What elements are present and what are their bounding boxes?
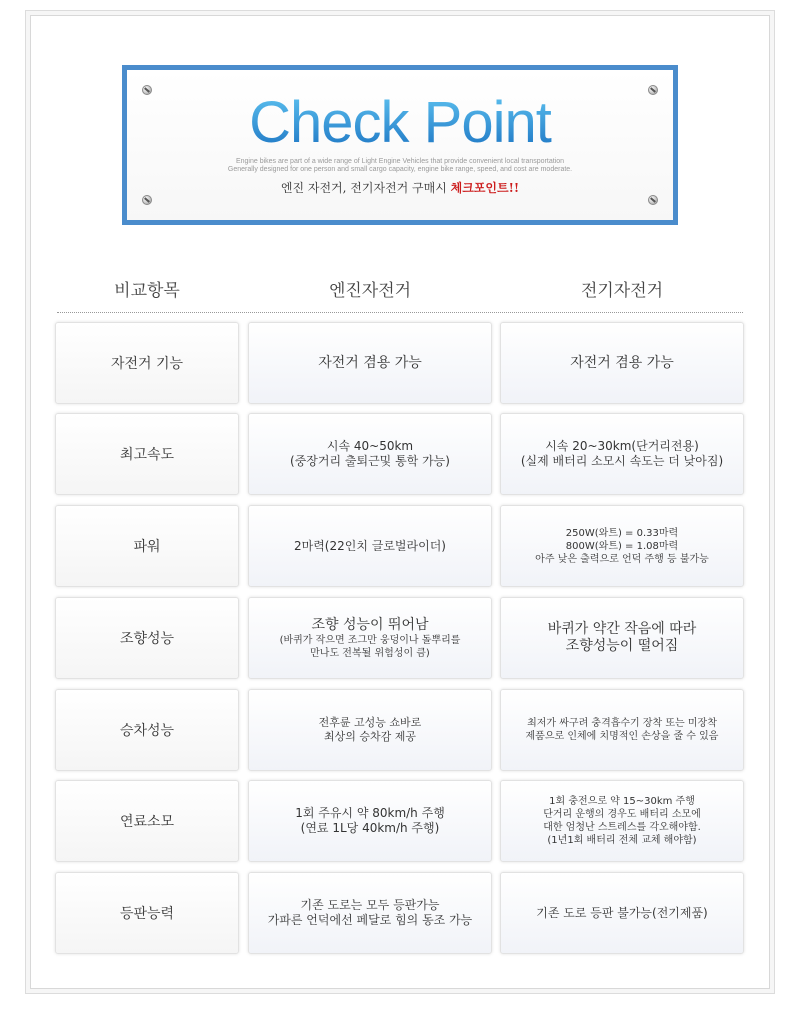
screw-icon: [142, 195, 152, 205]
banner-kr-highlight: 체크포인트!!: [450, 181, 520, 195]
banner-subtitle-line1: Engine bikes are part of a wide range of Light Engine Vehicles that provide convenient local transportation: [235, 158, 565, 165]
row-item-cell: [55, 780, 239, 862]
header-engine-bike: 엔진자전거: [328, 281, 412, 301]
electric-value: 기존 도로 등판 불가능(전기제품): [536, 905, 708, 920]
row-item-cell: [55, 872, 239, 954]
engine-value: 시속 40~50km (중장거리 출퇴근및 통학 가능): [290, 439, 450, 468]
banner-kr-text: 엔진 자전거, 전기자전거 구매시: [280, 181, 451, 195]
electric-cell: [500, 872, 744, 954]
engine-value: 조향 성능이 뛰어남: [311, 616, 429, 633]
row-item-label: 자전거 기능: [110, 356, 184, 372]
electric-value: 바퀴가 약간 작음에 따라 조향성능이 떨어짐: [547, 621, 697, 654]
electric-cell: [500, 413, 744, 495]
engine-cell: [248, 413, 492, 495]
engine-cell: [248, 780, 492, 862]
engine-cell: [248, 689, 492, 771]
banner-subtitle: [127, 158, 673, 174]
engine-value: 전후륜 고성능 쇼바로 최상의 승차감 제공: [318, 716, 422, 743]
header-electric-bike: 전기자전거: [580, 281, 664, 301]
electric-cell: [500, 689, 744, 771]
electric-cell: [500, 597, 744, 679]
engine-cell: [248, 872, 492, 954]
engine-value: 자전거 겸용 가능: [318, 354, 422, 371]
header-divider: [57, 312, 743, 313]
row-item-cell: [55, 689, 239, 771]
electric-cell: [500, 505, 744, 587]
engine-value-note: (바퀴가 작으면 조그만 웅덩이나 돌뿌리를 만나도 전복될 위험성이 큼): [279, 634, 461, 659]
row-item-cell: [55, 597, 239, 679]
banner-korean-caption: [127, 179, 673, 196]
electric-value: 250W(와트) = 0.33마력 800W(와트) = 1.08마력 아주 낮은 출력으로 언덕 주행 등 불가능: [535, 527, 709, 565]
row-item-label: 최고속도: [119, 447, 175, 463]
row-item-label: 조향성능: [119, 631, 175, 647]
electric-cell: [500, 322, 744, 404]
row-item-label: 등판능력: [119, 906, 175, 922]
engine-cell: [248, 597, 492, 679]
row-item-cell: [55, 505, 239, 587]
engine-value: 2마력(22인치 글로벌라이더): [293, 538, 446, 553]
row-item-cell: [55, 413, 239, 495]
row-item-label: 승차성능: [119, 723, 175, 739]
header-item: 비교항목: [114, 281, 180, 301]
engine-value: 기존 도로는 모두 등판가능 가파른 언덕에선 페달로 힘의 동조 가능: [267, 898, 473, 927]
electric-cell: [500, 780, 744, 862]
electric-value: 시속 20~30km(단거리전용) (실제 배터리 소모시 속도는 더 낮아짐): [520, 439, 724, 468]
row-item-cell: [55, 322, 239, 404]
banner-title: Check Point: [127, 92, 673, 154]
row-item-label: 연료소모: [119, 814, 175, 830]
engine-value: 1회 주유시 약 80km/h 주행 (연료 1L당 40km/h 주행): [295, 806, 445, 835]
screw-icon: [648, 195, 658, 205]
electric-value: 최저가 싸구려 충격흡수기 장착 또는 미장착 제품으로 인체에 치명적인 손상을 줄 수 있음: [525, 718, 719, 742]
row-item-label: 파워: [133, 539, 161, 555]
banner-subtitle-line2: Generally designed for one person and small cargo capacity, engine bike range, speed, and cost are moderate.: [227, 166, 573, 173]
engine-cell: [248, 322, 492, 404]
electric-value: 1회 충전으로 약 15~30km 주행 단거리 운행의 경우도 배터리 소모에 대한 엄청난 스트레스를 각오해야함. (1년1회 배터리 전체 교체 해야함): [543, 796, 701, 846]
check-point-banner: [122, 65, 678, 225]
engine-cell: [248, 505, 492, 587]
electric-value: 자전거 겸용 가능: [570, 354, 674, 371]
banner-plate: [127, 70, 673, 220]
